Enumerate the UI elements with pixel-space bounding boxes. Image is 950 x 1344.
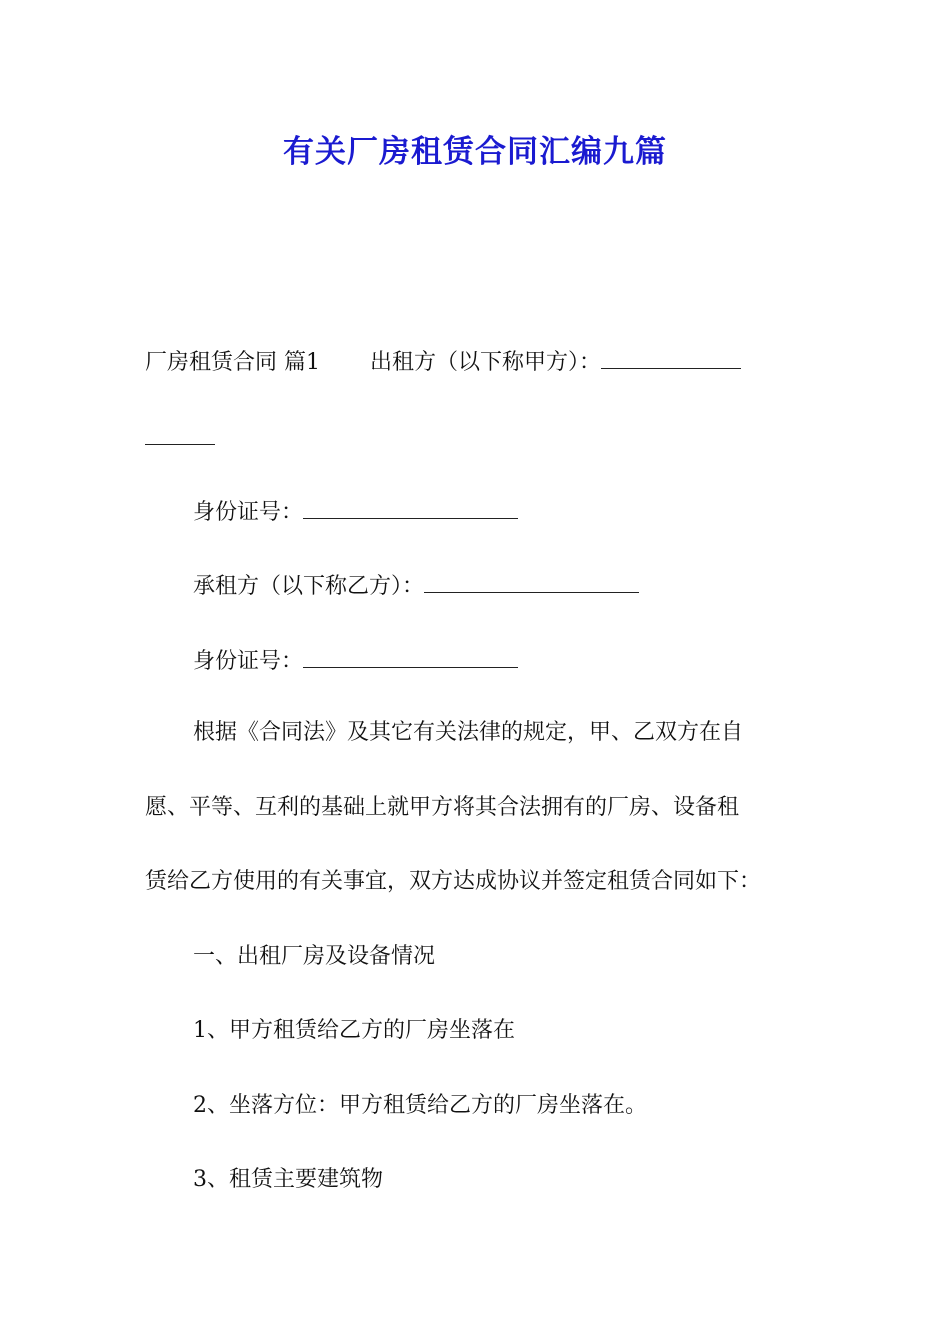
lessee-line — [193, 566, 863, 605]
clause-1-item-1: 1、甲方租赁给乙方的厂房坐落在 — [193, 1018, 515, 1043]
document-title: 有关厂房租赁合同汇编九篇 — [283, 134, 667, 170]
intro-paragraph-line-1: 根据《合同法》及其它有关法律的规定，甲、乙双方在自 — [193, 720, 744, 745]
lessee-id-label: 身份证号： — [193, 649, 304, 674]
lessor-id-label: 身份证号： — [193, 500, 304, 525]
section-heading-line — [145, 342, 815, 381]
lessee-name-blank — [424, 566, 639, 593]
lessor-name-blank — [601, 342, 741, 369]
clause-1-title: 一、出租厂房及设备情况 — [193, 944, 436, 969]
clause-1-item-3: 3、租赁主要建筑物 — [193, 1167, 383, 1192]
lessee-id-line — [193, 641, 863, 680]
lessor-id-blank — [303, 492, 518, 519]
lessee-label: 承租方（以下称乙方）： — [193, 574, 425, 599]
lessor-name-blank-continued-line — [145, 418, 815, 457]
lessor-id-line — [193, 492, 863, 531]
intro-paragraph-line-2: 愿、平等、互利的基础上就甲方将其合法拥有的厂房、设备租 — [145, 795, 740, 820]
lessor-name-blank-continued — [145, 418, 215, 445]
clause-1-item-2: 2、坐落方位：甲方租赁给乙方的厂房坐落在。 — [193, 1093, 647, 1118]
lessee-id-blank — [303, 641, 518, 668]
lessor-label: 出租方（以下称甲方）： — [370, 350, 602, 375]
section-heading: 厂房租赁合同 篇1 — [145, 350, 320, 375]
intro-paragraph-line-3: 赁给乙方使用的有关事宜，双方达成协议并签定租赁合同如下： — [145, 869, 762, 894]
